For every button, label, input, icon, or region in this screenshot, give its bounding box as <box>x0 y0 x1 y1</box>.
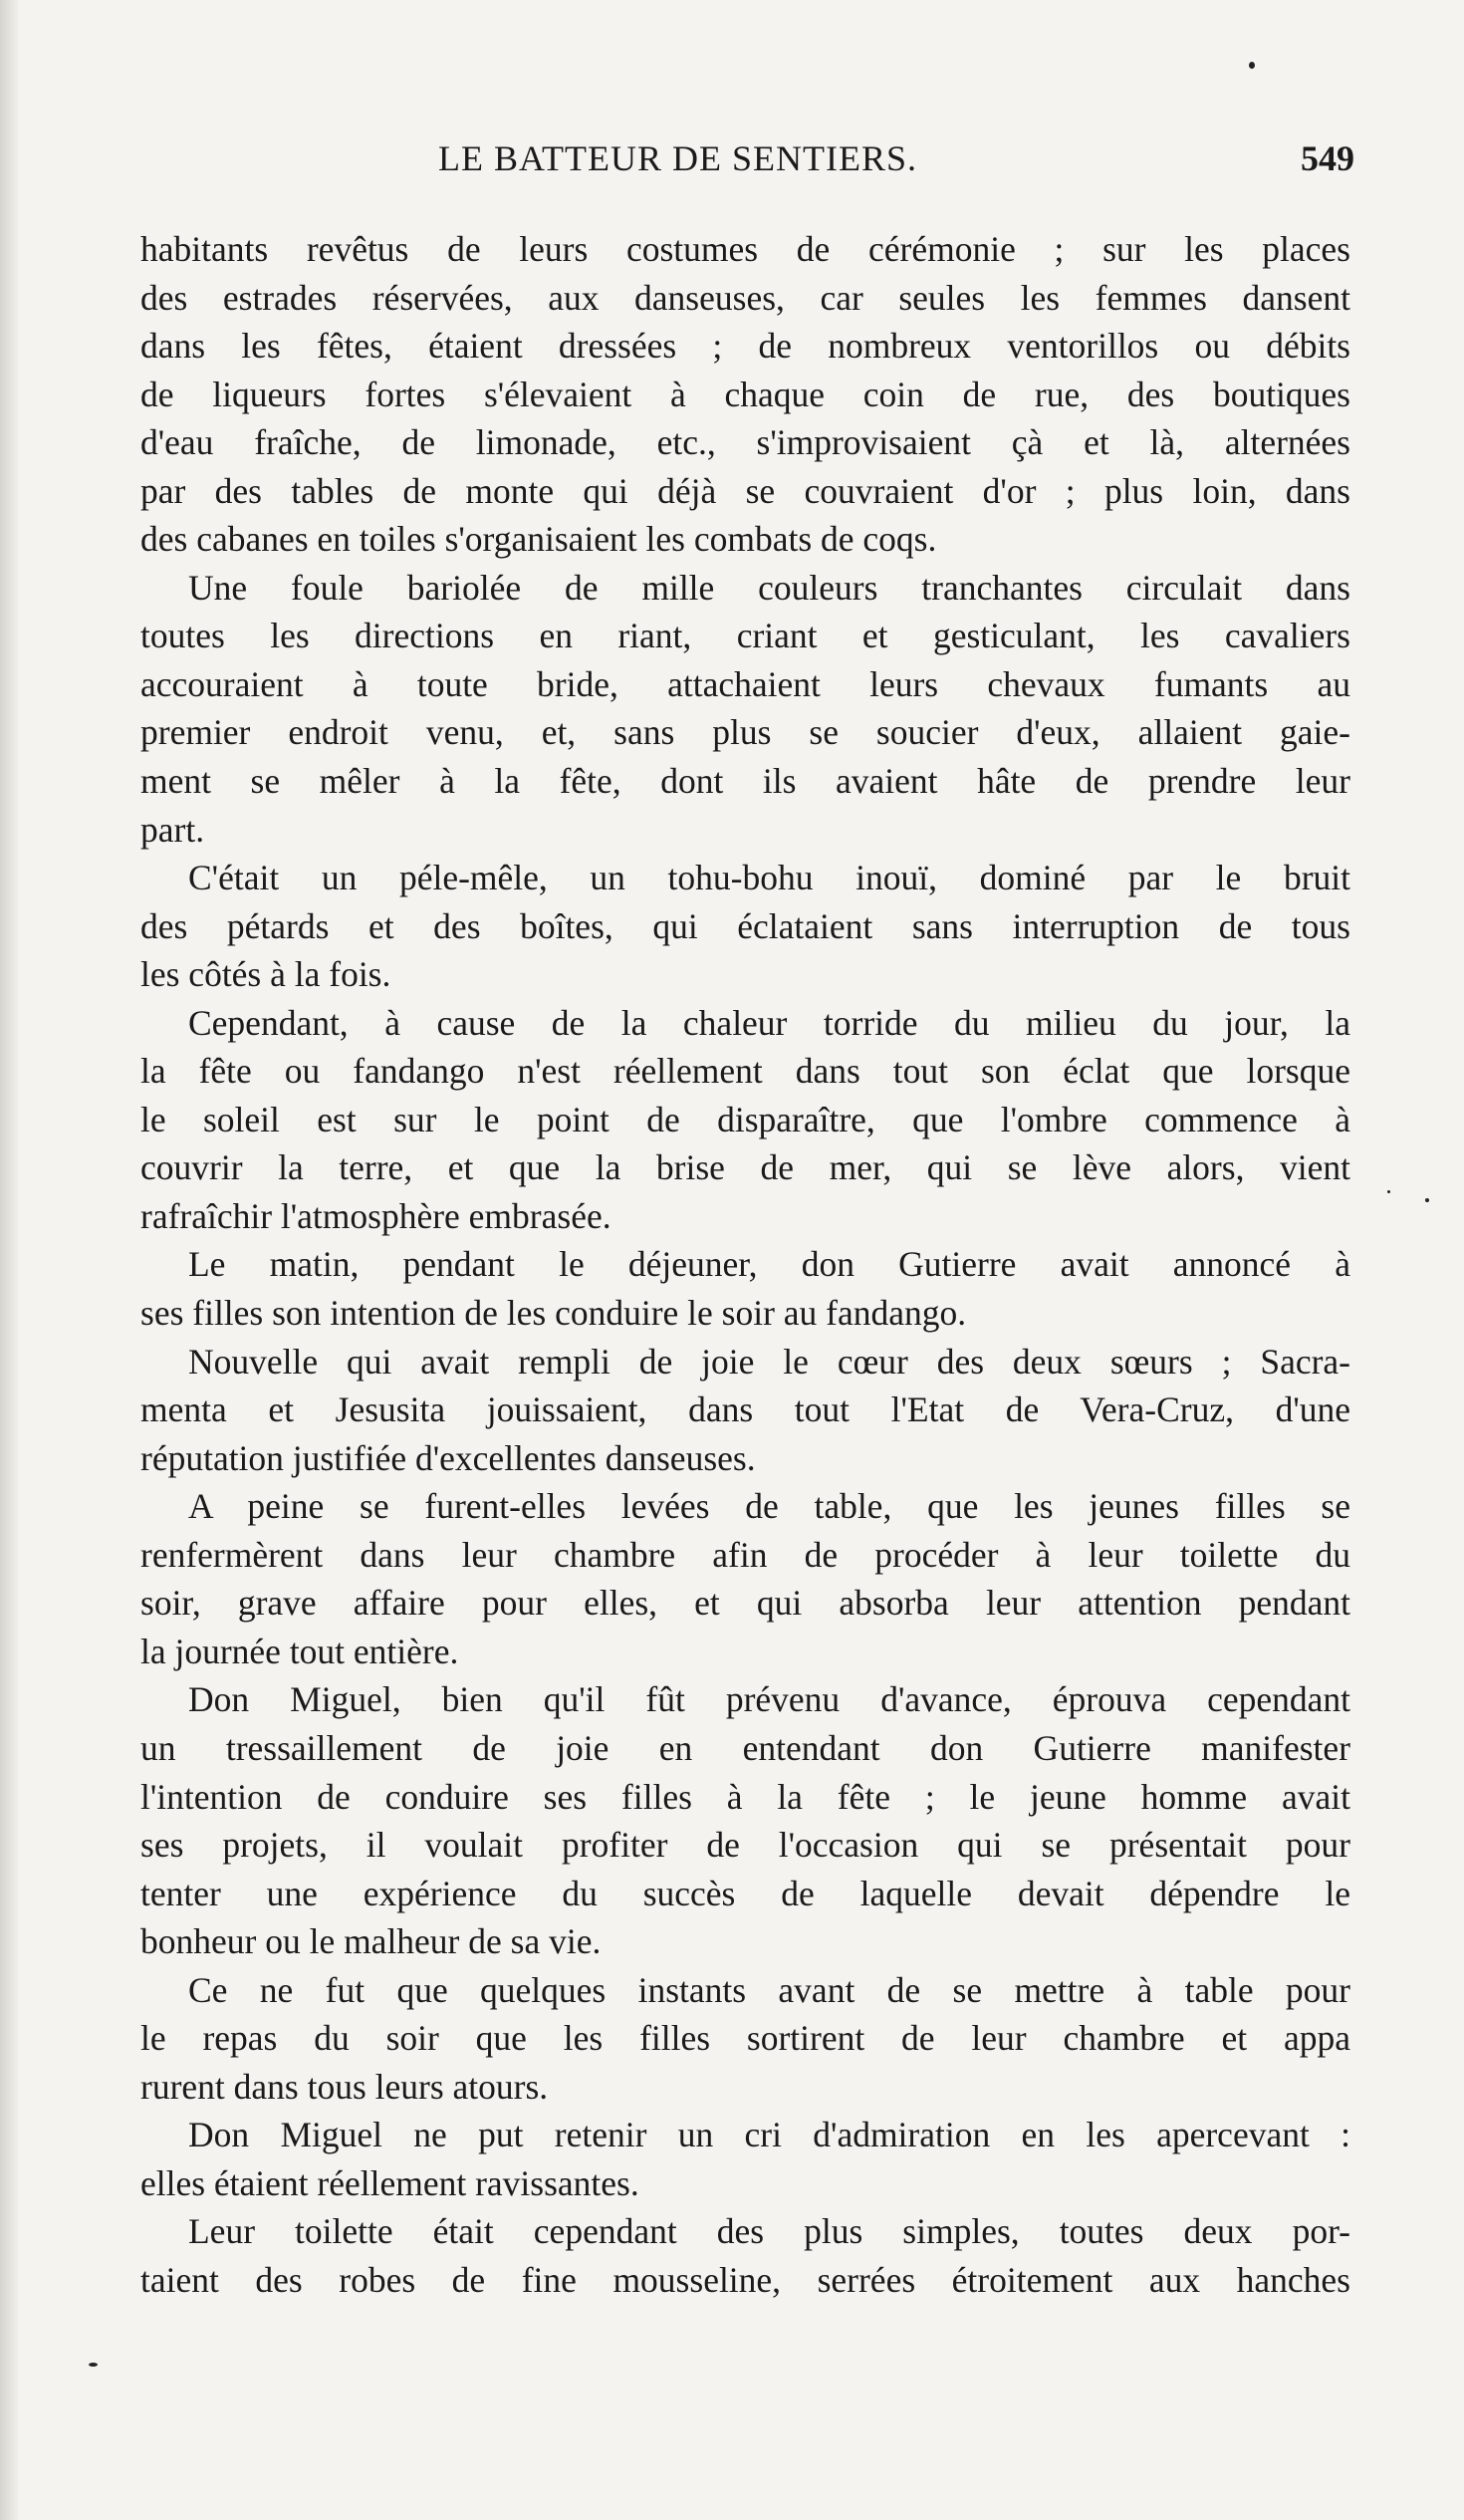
text-line: accouraient à toute bride, attachaient leurs chevaux fumants au <box>140 663 1350 704</box>
text-line: la fête ou fandango n'est réellement dans tout son éclat que lorsque <box>140 1051 1350 1092</box>
text-line: dans les fêtes, étaient dressées ; de nombreux ventorillos ou débits <box>140 326 1350 367</box>
text-line: soir, grave affaire pour elles, et qui absorba leur attention pendant <box>140 1583 1350 1624</box>
text-line: bonheur ou le malheur de sa vie. <box>140 1921 602 1962</box>
text-line: Nouvelle qui avait rempli de joie le cœur des deux sœurs ; Sacra- <box>188 1341 1350 1382</box>
text-line: habitants revêtus de leurs costumes de cérémonie ; sur les places <box>140 229 1350 269</box>
text-line: Une foule bariolée de mille couleurs tranchantes circulait dans <box>188 567 1350 608</box>
text-line: part. <box>140 809 205 850</box>
text-line: rafraîchir l'atmosphère embrasée. <box>140 1195 611 1236</box>
text-line: premier endroit venu, et, sans plus se soucier d'eux, allaient gaie- <box>140 712 1350 753</box>
page-gutter-shadow <box>0 0 18 2520</box>
text-line: C'était un péle-mêle, un tohu-bohu inouï, dominé par le bruit <box>188 858 1350 898</box>
text-line: un tressaillement de joie en entendant don Gutierre manifester <box>140 1727 1350 1768</box>
text-line: Cependant, à cause de la chaleur torride du milieu du jour, la <box>188 1002 1350 1043</box>
text-line: le repas du soir que les filles sortirent de leur chambre et appa <box>140 2018 1350 2059</box>
text-line: d'eau fraîche, de limonade, etc., s'improvisaient çà et là, alternées <box>140 422 1350 463</box>
text-line: menta et Jesusita jouissaient, dans tout l'Etat de Vera-Cruz, d'une <box>140 1389 1350 1430</box>
print-speck <box>1387 1190 1390 1193</box>
text-line: toutes les directions en riant, criant et gesticulant, les cavaliers <box>140 616 1350 656</box>
text-line: la journée tout entière. <box>140 1631 459 1671</box>
body-text <box>140 225 1350 2305</box>
text-line: ment se mêler à la fête, dont ils avaient hâte de prendre leur <box>140 761 1350 802</box>
text-line: couvrir la terre, et que la brise de mer, qui se lève alors, vient <box>140 1147 1350 1188</box>
print-speck <box>1425 1198 1429 1202</box>
print-speck <box>89 2363 98 2367</box>
text-line: Don Miguel, bien qu'il fût prévenu d'avance, éprouva cependant <box>188 1679 1350 1720</box>
print-speck <box>1249 62 1255 69</box>
text-line: des cabanes en toiles s'organisaient les combats de coqs. <box>140 519 937 560</box>
text-line: par des tables de monte qui déjà se couvraient d'or ; plus loin, dans <box>140 470 1350 511</box>
text-line: taient des robes de fine mousseline, serrées étroitement aux hanches <box>140 2259 1350 2300</box>
page-number: 549 <box>1301 138 1354 178</box>
text-line: renfermèrent dans leur chambre afin de procéder à leur toilette du <box>140 1534 1350 1575</box>
text-line: Ce ne fut que quelques instants avant de se mettre à table pour <box>188 1969 1350 2010</box>
text-line: Leur toilette était cependant des plus simples, toutes deux por- <box>188 2211 1350 2252</box>
text-line: les côtés à la fois. <box>140 954 391 995</box>
text-line: de liqueurs fortes s'élevaient à chaque coin de rue, des boutiques <box>140 374 1350 414</box>
text-line: le soleil est sur le point de disparaître, que l'ombre commence à <box>140 1099 1350 1139</box>
text-line: Le matin, pendant le déjeuner, don Gutierre avait annoncé à <box>188 1244 1350 1285</box>
text-line: Don Miguel ne put retenir un cri d'admiration en les apercevant : <box>188 2115 1350 2155</box>
text-line: elles étaient réellement ravissantes. <box>140 2162 639 2203</box>
text-line: A peine se furent-elles levées de table, que les jeunes filles se <box>188 1486 1350 1527</box>
text-line: l'intention de conduire ses filles à la fête ; le jeune homme avait <box>140 1776 1350 1817</box>
page-header <box>438 137 1354 187</box>
text-line: rurent dans tous leurs atours. <box>140 2066 549 2107</box>
text-line: tenter une expérience du succès de laquelle devait dépendre le <box>140 1873 1350 1913</box>
text-line: réputation justifiée d'excellentes danseuses. <box>140 1437 756 1478</box>
running-title: LE BATTEUR DE SENTIERS. <box>438 138 917 178</box>
text-line: des estrades réservées, aux danseuses, car seules les femmes dansent <box>140 277 1350 318</box>
text-line: ses filles son intention de les conduire le soir au fandango. <box>140 1293 967 1334</box>
text-line: des pétards et des boîtes, qui éclataient sans interruption de tous <box>140 905 1350 946</box>
text-line: ses projets, il voulait profiter de l'occasion qui se présentait pour <box>140 1825 1350 1866</box>
